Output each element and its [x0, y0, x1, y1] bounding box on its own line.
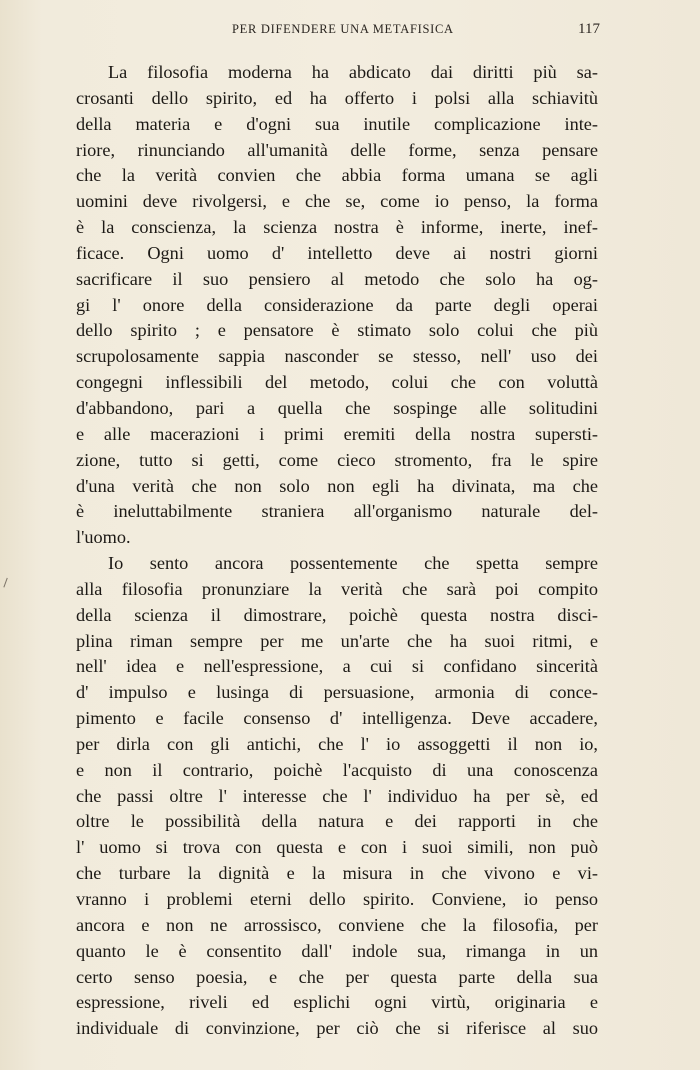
text-line: che turbare la dignità e la misura in che vivono e vi- — [76, 863, 598, 884]
text-line: sacrificare il suo pensiero al metodo che solo ha og- — [76, 268, 598, 289]
text-line: ficace. Ogni uomo d' intelletto deve ai nostri giorni — [76, 242, 598, 263]
text-line: d' impulso e lusinga di persuasione, armonia di conce- — [76, 682, 598, 703]
text-line: oltre le possibilità della natura e dei rapporti in che — [76, 811, 598, 832]
text-line: individuale di convinzione, per ciò che si riferisce al suo — [76, 1018, 598, 1039]
text-line: che passi oltre l' interesse che l' individuo ha per sè, ed — [76, 785, 598, 806]
text-line: della scienza il dimostrare, poichè questa nostra disci- — [76, 604, 598, 625]
paragraph-1 — [76, 60, 598, 551]
text-line: d'una verità che non solo non egli ha divinata, ma che — [76, 475, 598, 496]
text-line: plina riman sempre per me un'arte che ha suoi ritmi, e — [76, 630, 598, 651]
text-line: è la conscienza, la scienza nostra è informe, inerte, inef- — [76, 217, 598, 238]
text-line: per dirla con gli antichi, che l' io assoggetti il non io, — [76, 733, 598, 754]
running-title: PER DIFENDERE UNA METAFISICA — [232, 22, 454, 36]
text-line: ancora e non ne arrossisco, conviene che la filosofia, per — [76, 914, 598, 935]
text-line: e alle macerazioni i primi eremiti della nostra supersti- — [76, 423, 598, 444]
text-line: riore, rinunciando all'umanità delle forme, senza pensare — [76, 139, 598, 160]
running-head — [0, 22, 700, 40]
text-line: nell' idea e nell'espressione, a cui si confidano sincerità — [76, 656, 598, 677]
page-number: 117 — [578, 21, 600, 37]
text-line: zione, tutto si getti, come cieco stromento, fra le spire — [76, 449, 598, 470]
text-line: crosanti dello spirito, ed ha offerto i polsi alla schiavitù — [76, 87, 598, 108]
text-line: La filosofia moderna ha abdicato dai diritti più sa- — [108, 62, 598, 82]
text-line: congegni inflessibili del metodo, colui che con voluttà — [76, 372, 598, 393]
text-line: alla filosofia pronunziare la verità che sarà poi compito — [76, 578, 598, 599]
text-line: l' uomo si trova con questa e con i suoi simili, non può — [76, 837, 598, 858]
text-line: certo senso poesia, e che per questa parte della sua — [76, 966, 598, 987]
text-line: gi l' onore della considerazione da parte degli operai — [76, 294, 598, 315]
text-line: pimento e facile consenso d' intelligenza. Deve accadere, — [76, 708, 598, 729]
text-line: vranno i problemi eterni dello spirito. Conviene, io penso — [76, 889, 598, 909]
text-line: e non il contrario, poichè l'acquisto di una conoscenza — [76, 759, 598, 780]
text-line: che la verità convien che abbia forma umana se agli — [76, 165, 598, 186]
margin-mark — [3, 578, 9, 588]
text-line: Io sento ancora possentemente che spetta sempre — [108, 553, 598, 574]
text-line: è ineluttabilmente straniera all'organismo naturale del- — [76, 501, 598, 522]
paragraph-2 — [76, 551, 598, 1042]
text-line: dello spirito ; e pensatore è stimato solo colui che più — [76, 320, 598, 341]
text-line: scrupolosamente sappia nasconder se stesso, nell' uso dei — [76, 346, 598, 367]
text-line: l'uomo. — [76, 527, 131, 548]
text-line: quanto le è consentito dall' indole sua, rimanga in un — [76, 940, 598, 961]
body-text — [76, 60, 598, 1042]
text-line: della materia e d'ogni sua inutile complicazione inte- — [76, 113, 598, 134]
text-line: uomini deve rivolgersi, e che se, come io penso, la forma — [76, 191, 598, 212]
text-line: d'abbandono, pari a quella che sospinge alle solitudini — [76, 397, 598, 418]
text-line: espressione, riveli ed esplichi ogni virtù, originaria e — [76, 992, 598, 1013]
